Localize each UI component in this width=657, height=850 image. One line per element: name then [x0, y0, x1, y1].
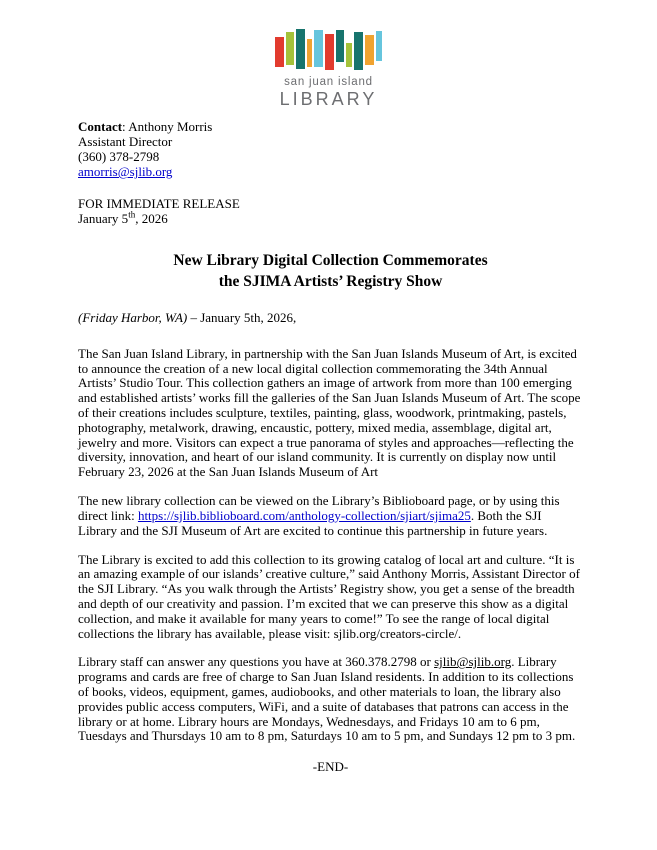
logo-bar [336, 30, 344, 62]
contact-title: Assistant Director [78, 134, 173, 150]
contact-email-link[interactable]: amorris@sjlib.org [78, 164, 173, 180]
logo-bar [314, 30, 323, 67]
logo-bar [325, 34, 334, 70]
contact-label: Contact [78, 119, 123, 134]
logo-books-icon [0, 29, 657, 73]
logo-name: LIBRARY [279, 89, 378, 109]
date-ordinal-superscript: th [128, 210, 136, 221]
paragraph-4: Library staff can answer any questions you have at 360.378.2798 or sjlib@sjlib.org. Library programs and cards are free of charge to San Juan Island residents. In addition to its collections of books, videos, equipment, games, audiobooks, and other materials to loan, the library also provides public access computers, WiFi, and a suite of databases that patrons can access in the library or at home. Library hours are Mondays, Wednesdays, and Fridays 10 am to 6 pm, Tuesdays and Thursdays 10 am to 8 pm, Saturdays 10 am to 5 pm, and Sundays 12 pm to 3 pm. [78, 654, 576, 744]
biblioboard-collection-link[interactable]: https://sjlib.biblioboard.com/anthology-collection/sjiart/sjima25 [137, 507, 471, 523]
library-email-link[interactable]: sjlib@sjlib.org [434, 654, 512, 670]
paragraph-1: The San Juan Island Library, in partnership with the San Juan Islands Museum of Art, is excited to announce the creation of a new local digital collection commemorating the 34th Annual Artists’ Studio Tour. This collection gathers an image of artwork from more than 100 emerging and established artists’ works fill the galleries of the San Juan Islands Museum of Art. The scope of their creations includes sculpture, textiles, painting, glass, woodwork, printmaking, pastels, photography, metalwork, drawing, encaustic, pottery, mixed media, assemblage, digital art, jewelry and more. Visitors can expect a true panorama of styles and approaches—reflecting the diversity, innovation, and heart of our island community. It is currently on display now until February 23, 2026 at the San Juan Islands Museum of Art [78, 345, 581, 480]
logo-bar [354, 32, 363, 70]
end-marker: -END- [312, 759, 349, 775]
contact-block [78, 119, 583, 179]
dateline [78, 310, 583, 326]
headline-line1: New Library Digital Collection Commemorates [173, 252, 488, 270]
release-date: January 5th, 2026 [78, 210, 168, 227]
contact-line [78, 119, 583, 134]
paragraph-3: The Library is excited to add this collection to its growing catalog of local art and culture. “It is an amazing example of our islands’ creative culture,” said Anthony Morris, Assistant Director of the SJI Library. “As you walk through the Artists’ Registry show, you get a sense of the breadth and depth of our creativity and passion. I’m excited that we can preserve this show as a digital collection, and make it available for many years to come!” To see the range of local digital collections the library has available, please visit: sjlib.org/creators-circle/. [78, 551, 580, 641]
logo-bar [296, 29, 305, 69]
paragraph-2: The new library collection can be viewed on the Library’s Biblioboard page, or by using this direct link: https://sjlib.biblioboard.com/anthology-collection/sjiart/sjima25. Both the SJI Library and the SJI Museum of Art are excited to continue this partnership in future years. [78, 493, 560, 538]
logo-bar [365, 35, 374, 65]
headline [78, 251, 583, 291]
dateline-date: – January 5th, 2026, [187, 309, 297, 325]
logo-bar [346, 43, 352, 67]
logo-bar [275, 37, 284, 67]
logo-bar [286, 32, 294, 65]
release-block [78, 196, 583, 226]
contact-name: : Anthony Morris [122, 119, 213, 134]
logo-bar [376, 31, 382, 61]
release-statement: FOR IMMEDIATE RELEASE [78, 196, 240, 212]
contact-phone: (360) 378-2798 [78, 149, 160, 165]
headline-line2: the SJIMA Artists’ Registry Show [218, 272, 443, 290]
document-body [78, 119, 583, 775]
logo-bar [307, 39, 312, 67]
logo-subtitle: san juan island [284, 76, 373, 88]
dateline-location: (Friday Harbor, WA) [78, 309, 188, 325]
library-logo [0, 0, 657, 110]
